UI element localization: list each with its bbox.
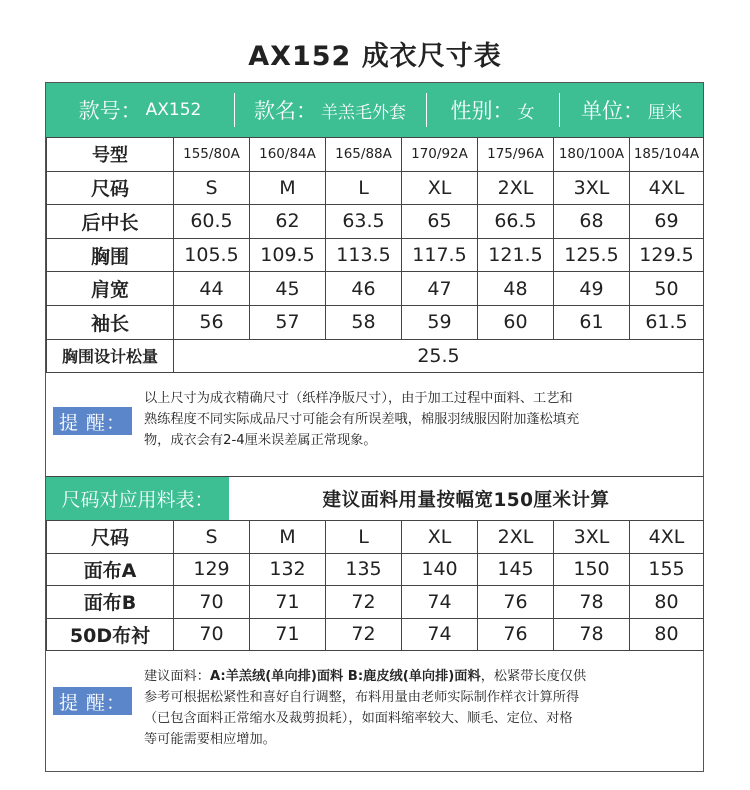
table-cell: 105.5 [174,238,250,272]
style-number-value: AX152 [145,100,202,120]
table-cell: 160/84A [250,138,326,172]
reminder-line [144,666,694,687]
reminder-badge: 提 醒： [53,407,132,435]
table-cell: 3XL [554,521,630,554]
table-cell: 58 [326,305,402,339]
table-cell: 165/88A [326,138,402,172]
unit-label: 单位： [581,99,644,123]
table-cell: 57 [250,305,326,339]
table-cell: 68 [554,205,630,239]
table-cell: 129 [174,553,250,586]
table-cell: 125.5 [554,238,630,272]
fabric-section-header [46,476,703,520]
reminder-note-2 [46,652,703,772]
row-label: 袖长 [47,305,174,339]
table-cell: 113.5 [326,238,402,272]
table-cell: XL [402,171,478,205]
table-cell: 76 [478,586,554,619]
table-row [47,205,704,239]
table-cell: 4XL [630,521,704,554]
table-cell: 155/80A [174,138,250,172]
fabric-table [46,520,704,651]
table-cell: 121.5 [478,238,554,272]
table-cell: 46 [326,272,402,306]
gender-label: 性别： [450,99,514,123]
table-cell: 71 [250,618,326,651]
table-cell: L [326,171,402,205]
table-cell: 132 [250,553,326,586]
table-row [47,272,704,306]
table-cell: 145 [478,553,554,586]
table-cell: 60.5 [174,205,250,239]
row-label: 号型 [47,138,174,172]
fabric-suggestion-suffix: ，松紧带长度仅供 [480,669,587,684]
table-cell: 80 [630,618,704,651]
gender-value: 女 [517,102,535,123]
table-cell: 48 [478,272,554,306]
style-name [235,83,425,137]
table-row [47,138,704,172]
table-cell: 2XL [478,521,554,554]
reminder-text [144,666,694,750]
unit [560,83,703,137]
table-cell: 60 [478,305,554,339]
row-label: 面布A [47,553,174,586]
table-cell: 59 [402,305,478,339]
reminder-line: 以上尺寸为成衣精确尺寸（纸样净版尺寸），由于加工过程中面料、工艺和 [144,391,573,406]
table-cell: 74 [402,618,478,651]
table-cell: L [326,521,402,554]
table-cell: 45 [250,272,326,306]
table-row [47,553,704,586]
reminder-line: （已包含面料正常缩水及裁剪损耗），如面料缩率较大、顺毛、定位、对格 [144,711,573,726]
table-cell: 170/92A [402,138,478,172]
row-label: 尺码 [47,521,174,554]
table-cell: 150 [554,553,630,586]
table-cell: 74 [402,586,478,619]
table-cell: 69 [630,205,704,239]
table-cell: 78 [554,618,630,651]
table-cell: 63.5 [326,205,402,239]
table-cell: XL [402,521,478,554]
table-cell: 72 [326,618,402,651]
table-cell: M [250,521,326,554]
unit-value: 厘米 [648,102,682,123]
product-info-bar [46,83,703,137]
table-cell: 135 [326,553,402,586]
table-cell: 185/104A [630,138,704,172]
table-cell: 56 [174,305,250,339]
table-cell: 117.5 [402,238,478,272]
size-table [46,137,704,373]
table-cell: 129.5 [630,238,704,272]
reminder-text [144,388,694,451]
table-row [47,618,704,651]
row-label: 胸围 [47,238,174,272]
row-label: 50D布衬 [47,618,174,651]
table-cell: 65 [402,205,478,239]
style-number-label: 款号： [78,99,142,123]
table-cell: 180/100A [554,138,630,172]
chest-ease-value: 25.5 [174,339,704,373]
table-cell: 175/96A [478,138,554,172]
reminder-line: 参考可根据松紧性和喜好自行调整，布料用量由老师实际制作样衣计算所得 [144,690,580,705]
table-cell: 71 [250,586,326,619]
table-cell: 61 [554,305,630,339]
fabric-suggestion-prefix: 建议面料： [144,669,210,684]
table-cell: 155 [630,553,704,586]
table-cell: 47 [402,272,478,306]
table-cell: S [174,171,250,205]
table-cell: M [250,171,326,205]
row-label: 后中长 [47,205,174,239]
size-chart-frame [45,82,704,772]
style-name-label: 款名： [254,99,317,123]
table-cell: 66.5 [478,205,554,239]
table-cell: 76 [478,618,554,651]
reminder-badge: 提 醒： [53,687,132,715]
table-cell: 140 [402,553,478,586]
table-row [47,171,704,205]
style-number [46,83,234,137]
table-cell: 49 [554,272,630,306]
table-row [47,586,704,619]
reminder-line: 物，成衣会有2-4厘米误差属正常现象。 [144,433,377,448]
gender [427,83,558,137]
reminder-note-1 [46,373,703,476]
row-label: 面布B [47,586,174,619]
page-title: AX152 成衣尺寸表 [248,41,502,72]
table-cell: 3XL [554,171,630,205]
table-cell: 4XL [630,171,704,205]
table-row [47,238,704,272]
style-name-value: 羊羔毛外套 [321,102,406,123]
table-cell: 70 [174,586,250,619]
reminder-line: 熟练程度不同实际成品尺寸可能会有所误差哦，棉服羽绒服因附加蓬松填充 [144,412,580,427]
fabric-section-title: 建议面料用量按幅宽150厘米计算 [322,489,610,511]
row-label: 肩宽 [47,272,174,306]
table-row [47,521,704,554]
table-row [47,305,704,339]
table-row [47,339,704,373]
table-cell: 80 [630,586,704,619]
row-label: 尺码 [47,171,174,205]
fabric-suggestion-bold: A:羊羔绒(单向排)面料 B:鹿皮绒(单向排)面料 [209,669,481,684]
table-cell: 109.5 [250,238,326,272]
table-cell: 50 [630,272,704,306]
table-cell: 44 [174,272,250,306]
table-cell: 70 [174,618,250,651]
table-cell: 2XL [478,171,554,205]
table-cell: 61.5 [630,305,704,339]
table-cell: 78 [554,586,630,619]
chest-ease-label: 胸围设计松量 [47,339,174,373]
table-cell: S [174,521,250,554]
table-cell: 62 [250,205,326,239]
fabric-section-tag: 尺码对应用料表： [46,477,229,520]
table-cell: 72 [326,586,402,619]
reminder-line: 等可能需要相应增加。 [144,732,276,747]
